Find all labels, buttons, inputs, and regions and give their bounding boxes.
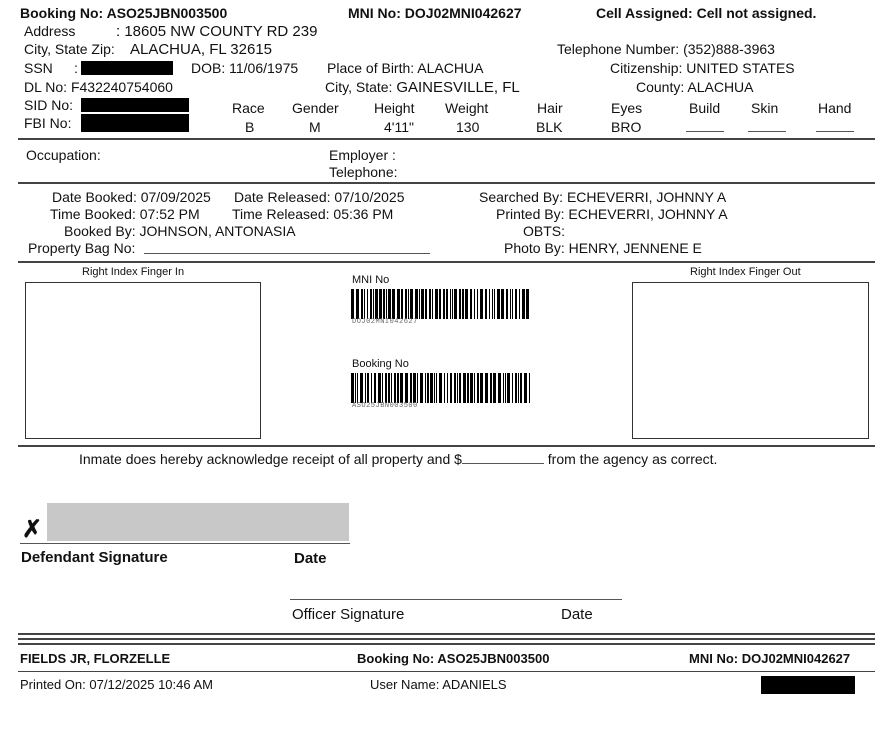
- hand-label: Hand: [818, 100, 852, 116]
- occupation-label: Occupation:: [26, 147, 101, 163]
- ssn-redaction: [81, 61, 173, 75]
- city-value: ALACHUA, FL 32615: [130, 41, 273, 58]
- signature-redaction: [47, 503, 349, 541]
- mni-barcode: [351, 289, 532, 319]
- printed-by-field: Printed By: ECHEVERRI, JOHNNY A: [496, 206, 728, 222]
- hair-value: BLK: [536, 119, 563, 135]
- footer-divider: [18, 643, 875, 645]
- booking-barcode-text: ASO25JBN003500: [352, 402, 418, 410]
- county-field: County: ALACHUA: [636, 79, 754, 95]
- defendant-signature-line: [20, 543, 350, 544]
- acknowledgement-text: Inmate does hereby acknowledge receipt of all property and $ from the agency as correct.: [79, 451, 718, 467]
- divider: [18, 182, 875, 184]
- footer-divider: [18, 638, 875, 640]
- city-label: City, State Zip:: [24, 41, 115, 57]
- obts-label: OBTS:: [523, 223, 566, 239]
- booked-by-field: Booked By: JOHNSON, ANTONASIA: [64, 223, 296, 239]
- fbi-redaction: [81, 114, 189, 132]
- footer-divider: [18, 671, 875, 672]
- footer-redaction: [761, 676, 855, 694]
- hair-label: Hair: [537, 100, 563, 116]
- mni-barcode-label: MNI No: [352, 274, 390, 286]
- skin-label: Skin: [751, 100, 779, 116]
- divider: [18, 261, 875, 263]
- finger-out-box: [632, 282, 869, 439]
- dl-field: DL No: F432240754060: [24, 79, 173, 95]
- defendant-signature-label: Defendant Signature: [21, 549, 168, 566]
- eyes-value: BRO: [611, 119, 642, 135]
- officer-signature-label: Officer Signature: [292, 606, 405, 623]
- sid-redaction: [81, 98, 189, 112]
- finger-out-label: Right Index Finger Out: [690, 266, 801, 278]
- defendant-date-label: Date: [294, 550, 327, 567]
- finger-in-box: [25, 282, 261, 439]
- city-state-field: City, State: GAINESVILLE, FL: [325, 79, 520, 96]
- footer-mni: MNI No: DOJ02MNI042627: [689, 651, 851, 666]
- telephone-field: Telephone Number: (352)888-3963: [557, 41, 775, 57]
- finger-in-label: Right Index Finger In: [82, 266, 185, 278]
- height-label: Height: [374, 100, 415, 116]
- ssn-colon: :: [74, 60, 78, 76]
- header-cell: Cell Assigned: Cell not assigned.: [596, 5, 817, 21]
- footer-divider: [18, 633, 875, 635]
- build-label: Build: [689, 100, 721, 116]
- employer-label: Employer :: [329, 147, 396, 163]
- ssn-label: SSN: [24, 60, 53, 76]
- weight-label: Weight: [445, 100, 489, 116]
- skin-blank: [748, 131, 786, 132]
- time-released-field: Time Released: 05:36 PM: [232, 206, 394, 222]
- divider: [18, 138, 875, 140]
- booking-barcode-label: Booking No: [352, 358, 409, 370]
- fbi-label: FBI No:: [24, 115, 72, 131]
- date-released-field: Date Released: 07/10/2025: [234, 189, 405, 205]
- hand-blank: [816, 131, 854, 132]
- booking-barcode: [351, 373, 532, 403]
- photo-by-field: Photo By: HENRY, JENNENE E: [504, 240, 702, 256]
- weight-value: 130: [456, 119, 480, 135]
- dob-field: DOB: 11/06/1975: [191, 60, 299, 76]
- address-value: : 18605 NW COUNTY RD 239: [116, 23, 318, 40]
- searched-by-field: Searched By: ECHEVERRI, JOHNNY A: [479, 189, 727, 205]
- sid-label: SID No:: [24, 97, 74, 113]
- header-mni: MNI No: DOJ02MNI042627: [348, 5, 522, 21]
- property-bag-label: Property Bag No:: [28, 240, 136, 256]
- officer-date-label: Date: [561, 606, 593, 623]
- footer-name: FIELDS JR, FLORZELLE: [20, 651, 171, 666]
- officer-signature-line: [290, 599, 622, 600]
- gender-label: Gender: [292, 100, 339, 116]
- race-value: B: [245, 119, 255, 135]
- divider: [18, 445, 875, 447]
- time-booked-field: Time Booked: 07:52 PM: [50, 206, 200, 222]
- gender-value: M: [309, 119, 321, 135]
- employer-telephone-label: Telephone:: [329, 164, 398, 180]
- address-label: Address: [24, 23, 76, 39]
- race-label: Race: [232, 100, 265, 116]
- footer-booking: Booking No: ASO25JBN003500: [357, 651, 550, 666]
- date-booked-field: Date Booked: 07/09/2025: [52, 189, 211, 205]
- amount-blank: [462, 453, 544, 464]
- mni-barcode-text: DOJ02MNI042627: [352, 318, 418, 326]
- user-name-field: User Name: ADANIELS: [370, 677, 507, 692]
- height-value: 4'11": [384, 119, 414, 135]
- build-blank: [686, 131, 724, 132]
- printed-on-field: Printed On: 07/12/2025 10:46 AM: [20, 677, 213, 692]
- x-mark-icon: ✗: [22, 516, 43, 543]
- eyes-label: Eyes: [611, 100, 643, 116]
- header-booking: Booking No: ASO25JBN003500: [20, 5, 228, 21]
- property-bag-blank: [144, 253, 430, 254]
- pob-field: Place of Birth: ALACHUA: [327, 60, 484, 76]
- citizenship-field: Citizenship: UNITED STATES: [610, 60, 795, 76]
